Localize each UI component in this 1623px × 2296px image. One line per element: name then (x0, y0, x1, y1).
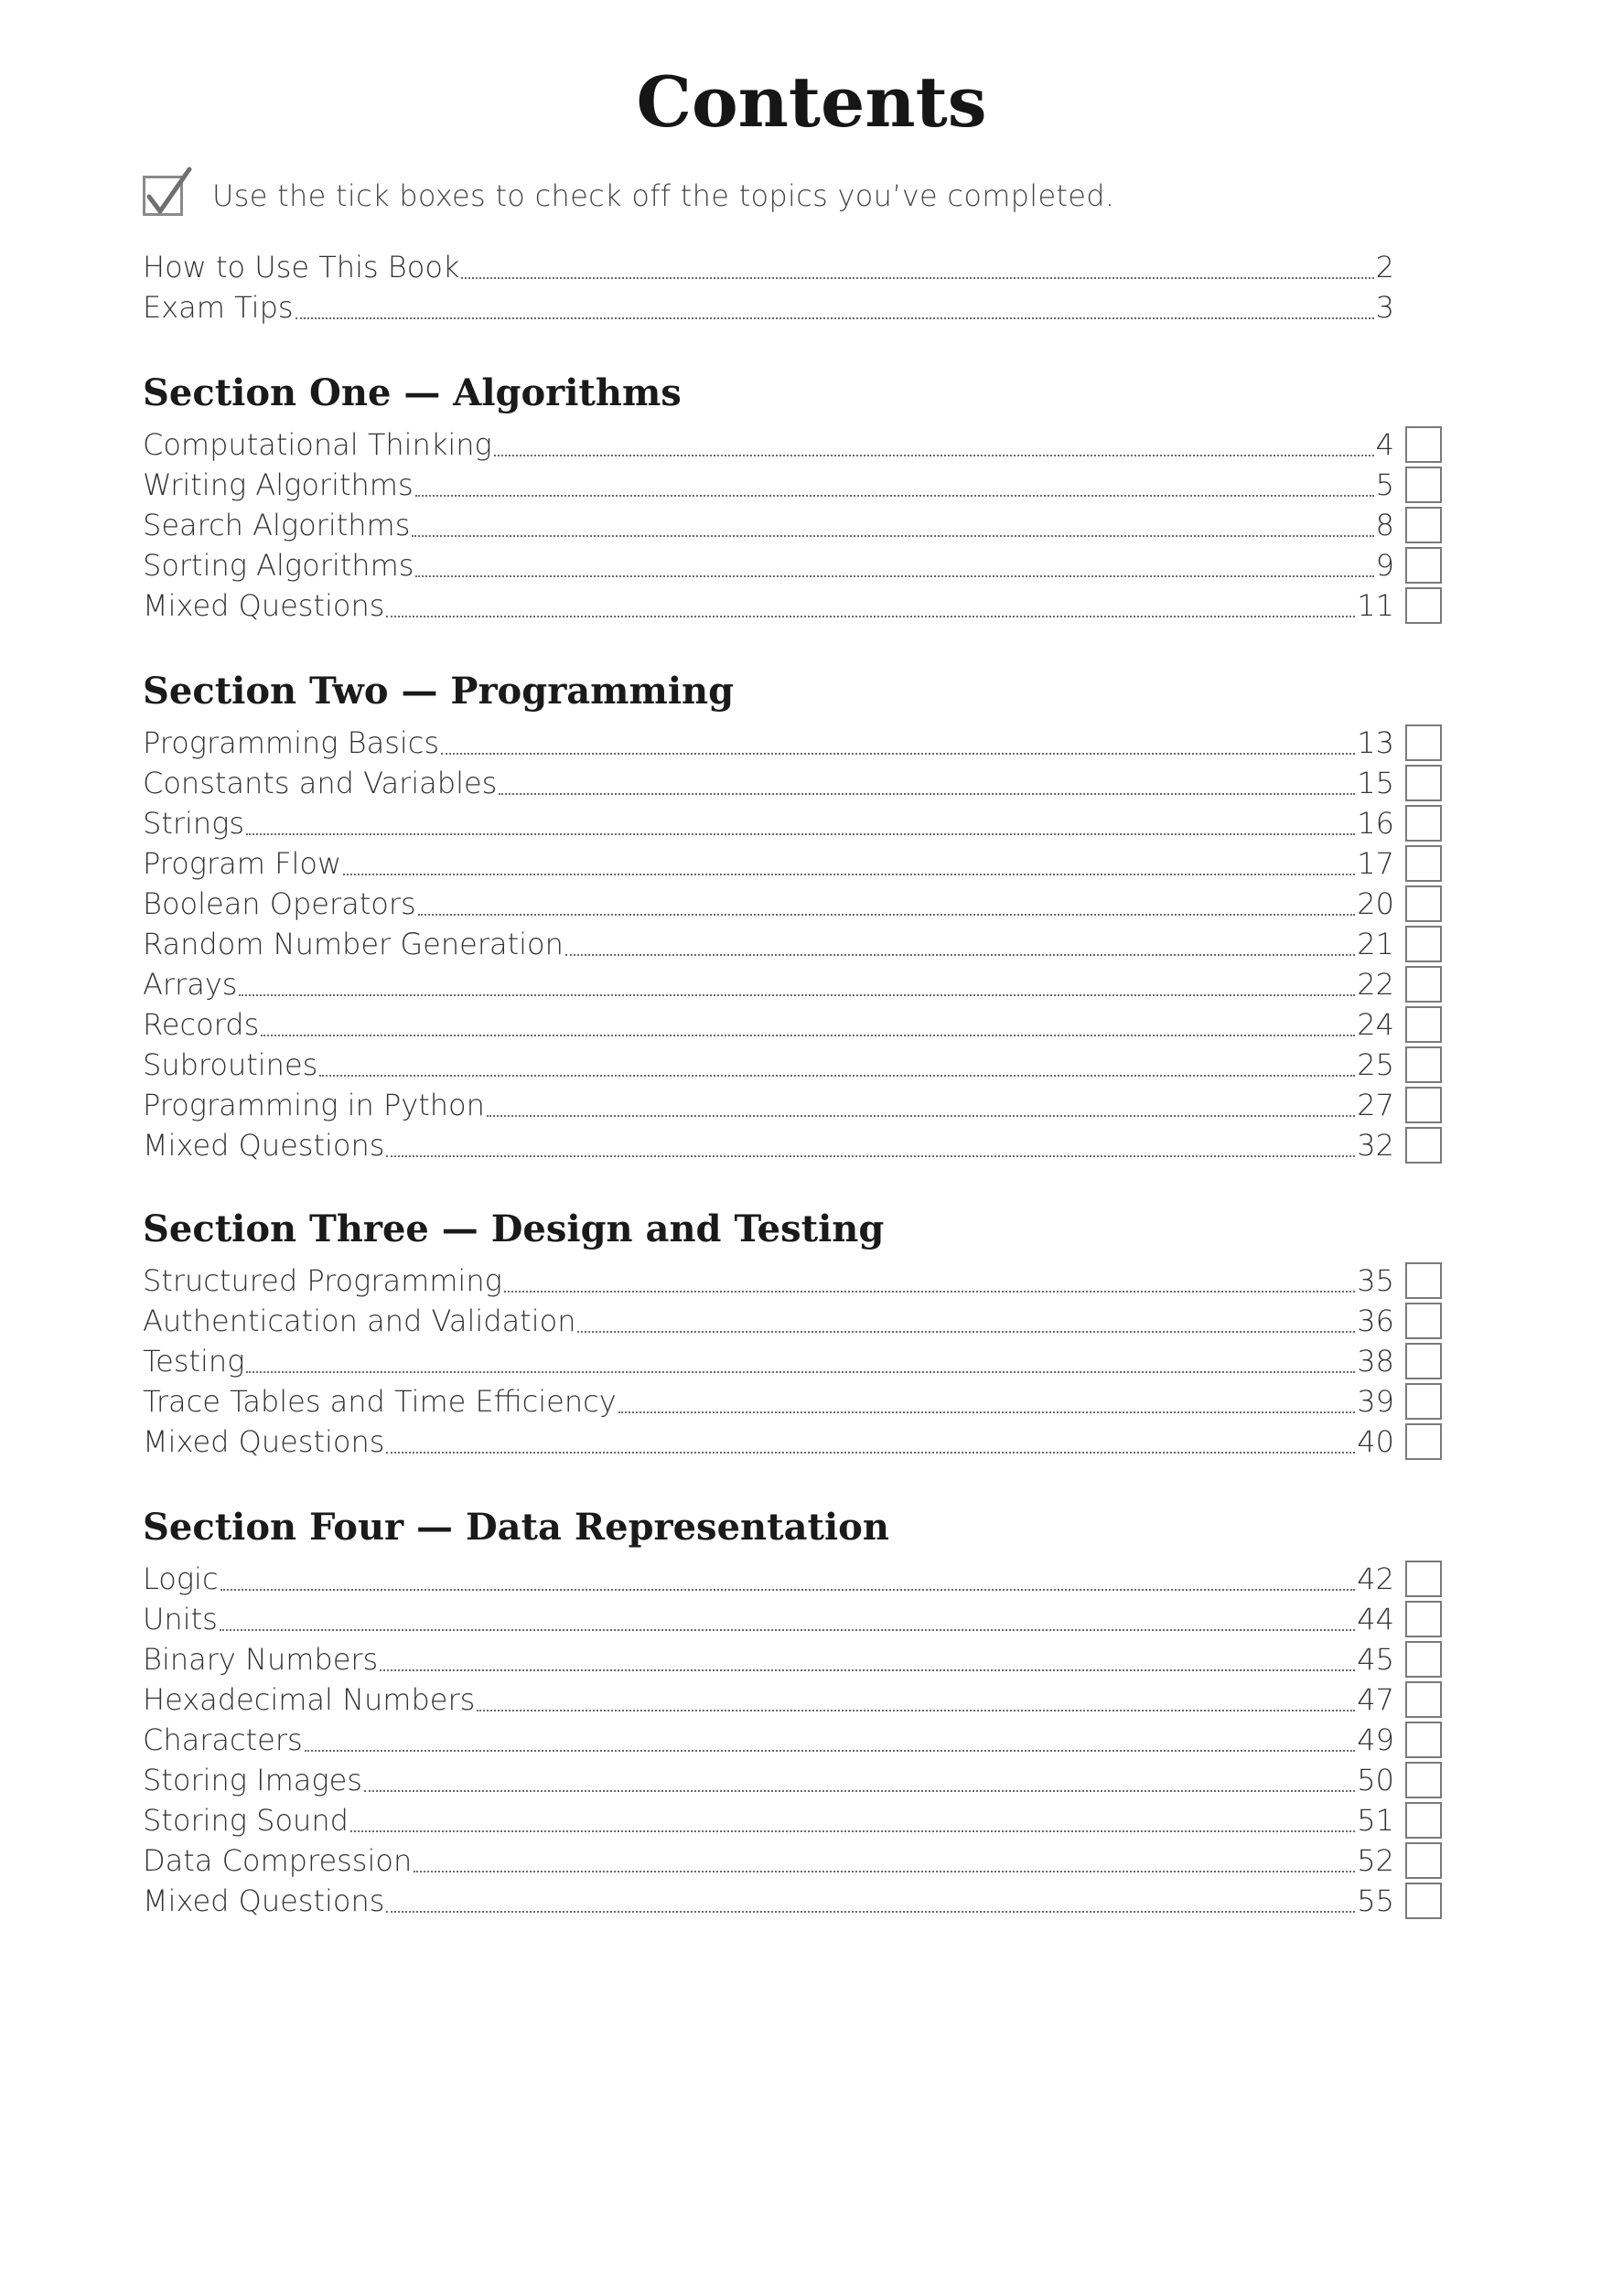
toc-entry[interactable] (143, 1840, 1394, 1881)
toc-entry[interactable] (143, 1381, 1394, 1422)
topic-checkbox[interactable] (1405, 724, 1442, 761)
toc-entry-page: 8 (1375, 508, 1394, 542)
toc-entry-page: 9 (1375, 548, 1394, 583)
topic-checkbox[interactable] (1405, 467, 1442, 503)
topic-checkbox[interactable] (1405, 1262, 1442, 1299)
toc-entry-label: Mixed Questions (143, 588, 385, 623)
toc-entry-page: 32 (1357, 1128, 1394, 1163)
toc-entry[interactable] (143, 763, 1394, 803)
topic-checkbox[interactable] (1405, 1423, 1442, 1460)
dot-leader (261, 1035, 1355, 1036)
section-heading: Section Four — Data Representation (143, 1506, 889, 1549)
toc-entry-label: Constants and Variables (143, 766, 498, 800)
dot-leader (461, 277, 1373, 279)
toc-entry-page: 55 (1357, 1883, 1394, 1918)
toc-entry-page: 2 (1375, 250, 1394, 284)
dot-leader (414, 1871, 1355, 1872)
section-heading: Section Two — Programming (143, 670, 735, 713)
topic-checkbox[interactable] (1405, 587, 1442, 624)
toc-entry-page: 52 (1357, 1843, 1394, 1878)
toc-entry-label: Writing Algorithms (143, 467, 414, 502)
toc-entry-page: 20 (1357, 886, 1394, 921)
topic-checkbox[interactable] (1405, 805, 1442, 842)
toc-entry-page: 38 (1357, 1344, 1394, 1379)
toc-entry-label: Logic (143, 1561, 219, 1596)
toc-entry-page: 22 (1357, 967, 1394, 1002)
toc-entry-page: 15 (1357, 766, 1394, 800)
dot-leader (296, 317, 1374, 319)
toc-entry-page: 11 (1357, 588, 1394, 623)
toc-entry-page: 21 (1357, 927, 1394, 961)
toc-entry[interactable] (143, 924, 1394, 964)
topic-checkbox[interactable] (1405, 1046, 1442, 1083)
toc-entry-page: 50 (1357, 1763, 1394, 1797)
dot-leader (499, 793, 1355, 795)
toc-entry-label: Characters (143, 1722, 303, 1757)
toc-entry-label: Programming Basics (143, 725, 440, 760)
toc-entry[interactable] (143, 1599, 1394, 1639)
topic-checkbox[interactable] (1405, 1087, 1442, 1123)
toc-entry-label: Testing (143, 1344, 245, 1379)
topic-checkbox[interactable] (1405, 1802, 1442, 1839)
tick-checkbox-icon (143, 176, 183, 216)
toc-entry[interactable] (143, 1639, 1394, 1679)
topic-checkbox[interactable] (1405, 1681, 1442, 1718)
toc-entry[interactable] (143, 1301, 1394, 1341)
toc-entry[interactable] (143, 287, 1394, 327)
dot-leader (386, 1452, 1355, 1454)
toc-entry[interactable] (143, 1045, 1394, 1085)
topic-checkbox[interactable] (1405, 926, 1442, 962)
dot-leader (246, 833, 1355, 835)
toc-entry[interactable] (143, 723, 1394, 763)
toc-entry-label: How to Use This Book (143, 250, 460, 284)
toc-entry-page: 51 (1357, 1803, 1394, 1838)
toc-entry-page: 27 (1357, 1088, 1394, 1122)
topic-checkbox[interactable] (1405, 1641, 1442, 1678)
topic-checkbox[interactable] (1405, 1303, 1442, 1339)
toc-entry[interactable] (143, 1341, 1394, 1381)
topic-checkbox[interactable] (1405, 1343, 1442, 1379)
toc-entry-page: 39 (1357, 1384, 1394, 1419)
toc-entry-label: Structured Programming (143, 1263, 502, 1298)
toc-entry-label: Programming in Python (143, 1088, 485, 1122)
dot-leader (487, 1115, 1355, 1117)
toc-entry-page: 25 (1357, 1047, 1394, 1082)
toc-entry-label: Program Flow (143, 846, 342, 881)
toc-entry[interactable] (143, 1125, 1394, 1165)
toc-entry-label: Storing Sound (143, 1803, 349, 1838)
toc-entry-page: 40 (1357, 1424, 1394, 1459)
toc-entry-label: Mixed Questions (143, 1883, 385, 1918)
toc-entry-label: Trace Tables and Time Efficiency (143, 1384, 617, 1419)
dot-leader (441, 753, 1355, 755)
toc-entry-label: Mixed Questions (143, 1128, 385, 1163)
dot-leader (350, 1830, 1355, 1832)
topic-checkbox[interactable] (1405, 1127, 1442, 1164)
toc-entry-label: Data Compression (143, 1843, 413, 1878)
toc-entry[interactable] (143, 1679, 1394, 1720)
toc-entry-label: Storing Images (143, 1763, 362, 1797)
section-heading: Section Three — Design and Testing (143, 1207, 885, 1250)
instruction (143, 170, 1114, 221)
topic-checkbox[interactable] (1405, 966, 1442, 1003)
dot-leader (577, 1331, 1355, 1333)
toc-entry-page: 13 (1357, 725, 1394, 760)
dot-leader (386, 616, 1355, 617)
toc-entry-label: Computational Thinking (143, 427, 492, 462)
toc-entry-page: 24 (1357, 1007, 1394, 1042)
section-heading: Section One — Algorithms (143, 371, 682, 414)
toc-entry-label: Boolean Operators (143, 886, 416, 921)
toc-entry[interactable] (143, 1085, 1394, 1125)
topic-checkbox[interactable] (1405, 845, 1442, 882)
toc-entry-label: Strings (143, 806, 245, 841)
toc-entry[interactable] (143, 1559, 1394, 1599)
toc-entry-label: Binary Numbers (143, 1642, 379, 1677)
toc-entry-label: Hexadecimal Numbers (143, 1682, 476, 1717)
toc-entry[interactable] (143, 585, 1394, 626)
dot-leader (343, 874, 1355, 875)
toc-entry-label: Arrays (143, 967, 238, 1002)
toc-entry-label: Authentication and Validation (143, 1304, 576, 1338)
topic-checkbox[interactable] (1405, 507, 1442, 543)
toc-entry[interactable] (143, 1261, 1394, 1301)
topic-checkbox[interactable] (1405, 765, 1442, 801)
dot-leader (618, 1411, 1356, 1413)
toc-entry[interactable] (143, 505, 1394, 545)
toc-entry[interactable] (143, 1720, 1394, 1760)
instruction-text: Use the tick boxes to check off the topics you’ve completed. (212, 178, 1115, 213)
dot-leader (415, 495, 1374, 497)
toc-entry[interactable] (143, 884, 1394, 924)
topic-checkbox[interactable] (1405, 1842, 1442, 1879)
dot-leader (418, 914, 1356, 916)
dot-leader (239, 994, 1355, 996)
toc-entry-label: Units (143, 1602, 218, 1636)
toc-entry-page: 42 (1357, 1561, 1394, 1596)
toc-entry[interactable] (143, 545, 1394, 585)
toc-entry-label: Sorting Algorithms (143, 548, 414, 583)
toc-entry-label: Subroutines (143, 1047, 318, 1082)
topic-checkbox[interactable] (1405, 426, 1442, 463)
toc-entry-label: Mixed Questions (143, 1424, 385, 1459)
toc-entry-page: 3 (1375, 290, 1394, 325)
toc-entry-page: 47 (1357, 1682, 1394, 1717)
page-title: Contents (636, 61, 987, 143)
dot-leader (380, 1669, 1355, 1671)
toc-entry-page: 5 (1375, 467, 1394, 502)
toc-entry-page: 4 (1375, 427, 1394, 462)
toc-entry[interactable] (143, 1800, 1394, 1840)
topic-checkbox[interactable] (1405, 885, 1442, 922)
toc-entry-page: 17 (1357, 846, 1394, 881)
dot-leader (477, 1710, 1355, 1711)
toc-entry-page: 49 (1357, 1722, 1394, 1757)
dot-leader (565, 954, 1355, 956)
dot-leader (364, 1790, 1355, 1792)
toc-entry-label: Random Number Generation (143, 927, 564, 961)
toc-entry[interactable] (143, 247, 1394, 287)
toc-entry[interactable] (143, 964, 1394, 1004)
topic-checkbox[interactable] (1405, 1006, 1442, 1043)
dot-leader (386, 1155, 1355, 1157)
toc-entry[interactable] (143, 1760, 1394, 1800)
toc-entry[interactable] (143, 1004, 1394, 1045)
dot-leader (319, 1075, 1355, 1077)
toc-entry-page: 45 (1357, 1642, 1394, 1677)
toc-entry[interactable] (143, 465, 1394, 505)
dot-leader (412, 535, 1373, 537)
toc-entry[interactable] (143, 843, 1394, 884)
dot-leader (220, 1589, 1356, 1591)
topic-checkbox[interactable] (1405, 1601, 1442, 1637)
toc-entry-page: 36 (1357, 1304, 1394, 1338)
toc-entry[interactable] (143, 424, 1394, 465)
dot-leader (504, 1291, 1355, 1293)
dot-leader (415, 575, 1373, 577)
toc-entry-label: Search Algorithms (143, 508, 411, 542)
toc-entry-page: 16 (1357, 806, 1394, 841)
topic-checkbox[interactable] (1405, 1722, 1442, 1758)
topic-checkbox[interactable] (1405, 1383, 1442, 1420)
dot-leader (386, 1911, 1355, 1913)
toc-entry[interactable] (143, 1422, 1394, 1462)
toc-entry[interactable] (143, 1881, 1394, 1921)
topic-checkbox[interactable] (1405, 1762, 1442, 1798)
toc-entry-label: Exam Tips (143, 290, 294, 325)
dot-leader (246, 1371, 1355, 1373)
toc-entry[interactable] (143, 803, 1394, 843)
topic-checkbox[interactable] (1405, 1883, 1442, 1919)
topic-checkbox[interactable] (1405, 547, 1442, 584)
topic-checkbox[interactable] (1405, 1561, 1442, 1597)
dot-leader (494, 455, 1374, 456)
toc-entry-page: 44 (1357, 1602, 1394, 1636)
toc-entry-label: Records (143, 1007, 260, 1042)
dot-leader (220, 1629, 1355, 1631)
toc-entry-page: 35 (1357, 1263, 1394, 1298)
dot-leader (305, 1750, 1356, 1752)
